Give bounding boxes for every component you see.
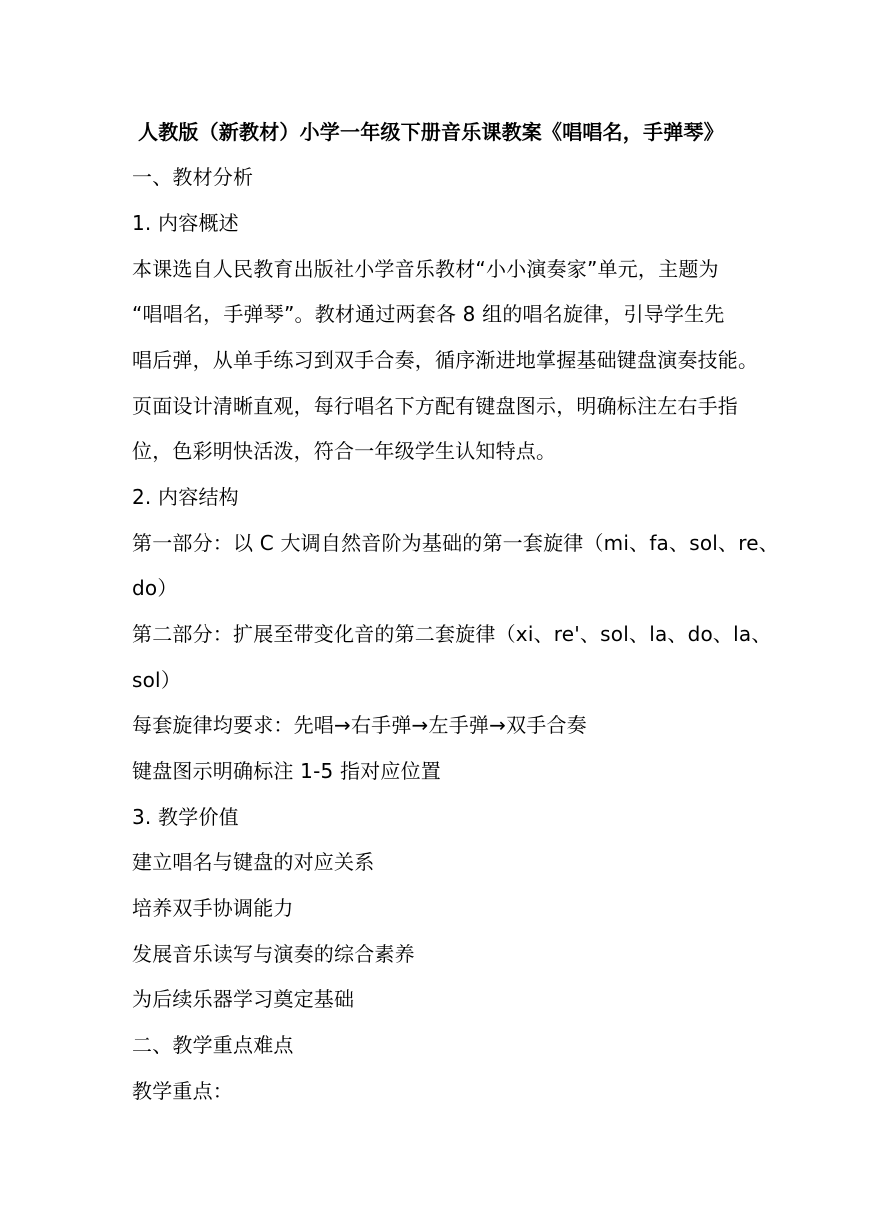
paragraph-line: 培养双手协调能力 (132, 896, 294, 920)
paragraph-line: 教学重点： (132, 1079, 233, 1103)
subsection-heading-2: 2. 内容结构 (132, 485, 239, 509)
paragraph-line: 第二部分：扩展至带变化音的第二套旋律（xi、re'、sol、la、do、la、 (132, 622, 772, 646)
paragraph-line: sol） (132, 668, 182, 692)
paragraph-line: 唱后弹，从单手练习到双手合奏，循序渐进地掌握基础键盘演奏技能。 (132, 348, 759, 372)
document-title: 人教版（新教材）小学一年级下册音乐课教案《唱唱名，手弹琴》 (138, 120, 724, 144)
paragraph-line: 建立唱名与键盘的对应关系 (132, 850, 375, 874)
section-heading-2: 二、教学重点难点 (132, 1033, 294, 1057)
paragraph-line: “唱唱名，手弹琴”。教材通过两套各 8 组的唱名旋律，引导学生先 (132, 302, 725, 326)
paragraph-line: 发展音乐读写与演奏的综合素养 (132, 942, 415, 966)
paragraph-line: 每套旋律均要求：先唱→右手弹→左手弹→双手合奏 (132, 713, 587, 737)
subsection-heading-1: 1. 内容概述 (132, 211, 239, 235)
paragraph-line: 位，色彩明快活泼，符合一年级学生认知特点。 (132, 439, 557, 463)
subsection-heading-3: 3. 教学价值 (132, 805, 239, 829)
section-heading-1: 一、教材分析 (132, 165, 254, 189)
paragraph-line: 本课选自人民教育出版社小学音乐教材“小小演奏家”单元，主题为 (132, 257, 719, 281)
paragraph-line: 页面设计清晰直观，每行唱名下方配有键盘图示，明确标注左右手指 (132, 394, 738, 418)
paragraph-line: 键盘图示明确标注 1-5 指对应位置 (132, 759, 441, 783)
paragraph-line: do） (132, 576, 178, 600)
paragraph-line: 第一部分：以 C 大调自然音阶为基础的第一套旋律（mi、fa、sol、re、 (132, 531, 779, 555)
paragraph-line: 为后续乐器学习奠定基础 (132, 987, 355, 1011)
